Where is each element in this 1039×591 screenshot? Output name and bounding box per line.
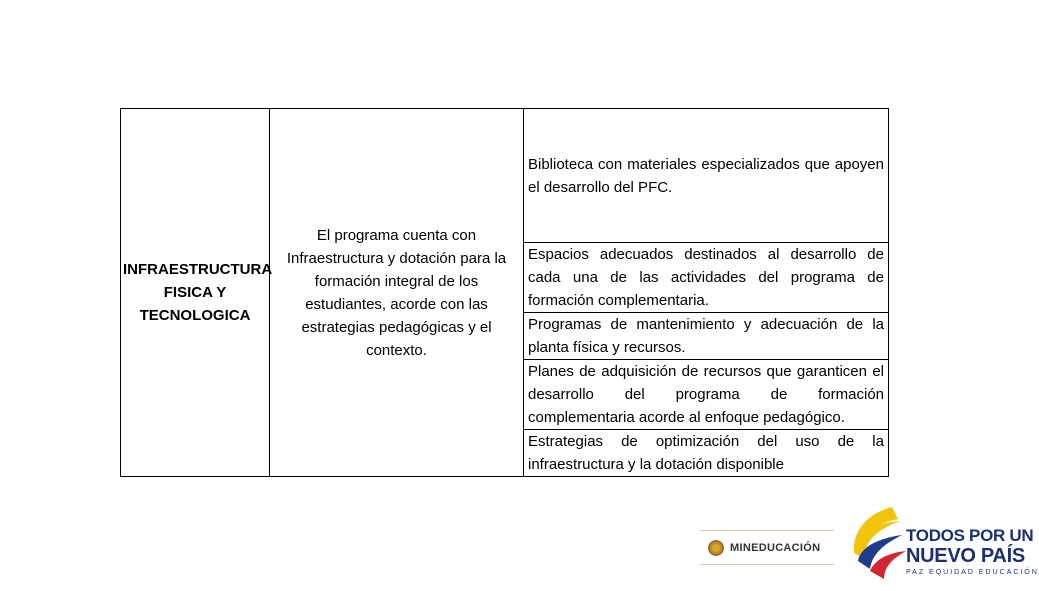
coat-of-arms-icon [708, 540, 724, 556]
slogan-line2: NUEVO PAÍS [906, 545, 1025, 567]
ministry-name: MINEDUCACIÓN [730, 541, 821, 554]
criteria-table [120, 108, 889, 477]
indicator-cell: Biblioteca con materiales especializados que apoyen el desarrollo del PFC. [524, 109, 889, 243]
indicator-cell: Estrategias de optimización del uso de la infraestructura y la dotación disponible [524, 430, 889, 477]
indicator-cell: Programas de mantenimiento y adecuación de la planta física y recursos. [524, 313, 889, 360]
table-row [121, 109, 889, 243]
description-cell: El programa cuenta con Infraestructura y dotación para la formación integral de los estudiantes, acorde con las estrategias pedagógicas y el contexto. [270, 109, 524, 477]
colombia-flag-swoosh-icon [848, 505, 908, 585]
footer-logos [700, 505, 1039, 591]
slogan-line1: TODOS POR UN [906, 526, 1034, 545]
indicator-cell: Espacios adecuados destinados al desarrollo de cada una de las actividades del programa de formación complementaria. [524, 243, 889, 313]
mineducacion-logo [700, 530, 834, 565]
criteria-cell [121, 109, 273, 477]
todos-por-un-nuevo-pais-logo [906, 526, 1039, 576]
criteria-line: FISICA Y [163, 284, 227, 301]
indicator-cell: Planes de adquisición de recursos que garanticen el desarrollo del programa de formación complementaria acorde al enfoque pedagógico. [524, 360, 889, 430]
slogan-line3: PAZ EQUIDAD EDUCACIÓN [906, 569, 1039, 576]
criteria-line: INFRAESTRUCTURA [123, 261, 273, 278]
criteria-line: TECNOLOGICA [139, 307, 251, 324]
